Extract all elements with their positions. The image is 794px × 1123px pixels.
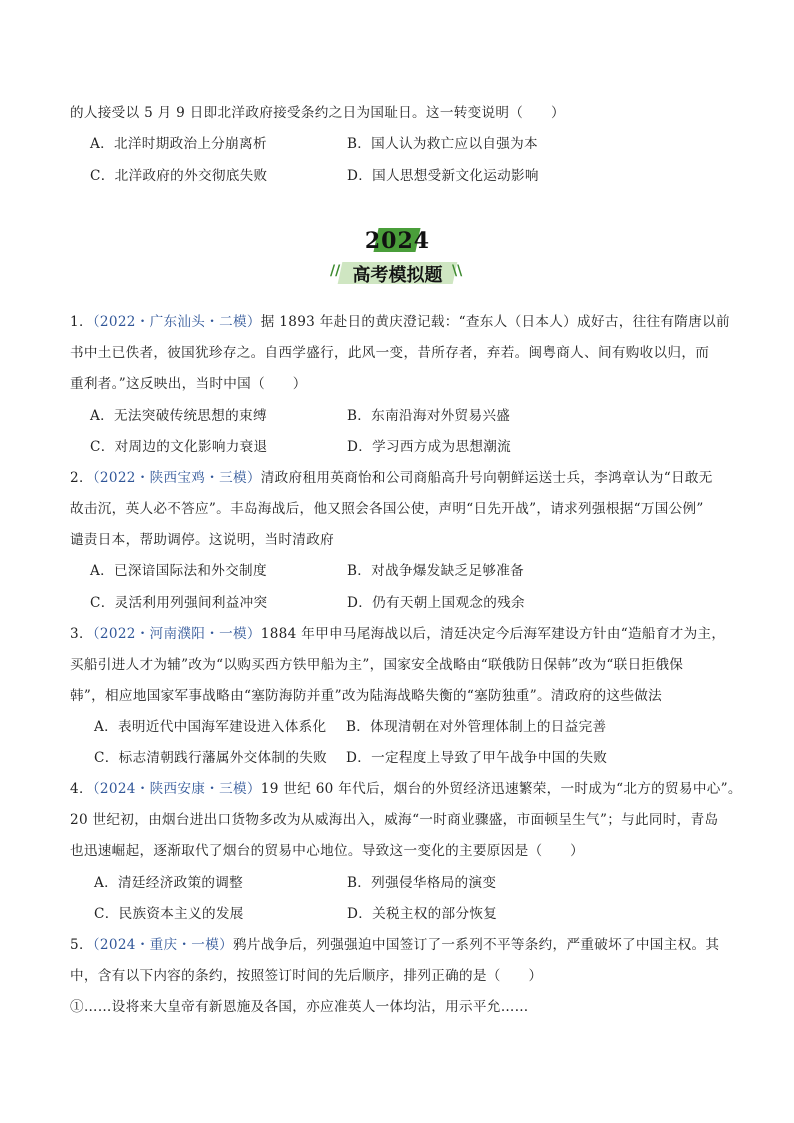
question-number: 5．	[70, 937, 93, 953]
question-2-line-1	[70, 466, 713, 486]
question-source: （2022・河南濮阳・一模）	[92, 626, 261, 642]
question-text: 据 1893 年赴日的黄庆澄记载：“查东人（日本人）成好古，往往有隋唐以前	[260, 314, 730, 330]
question-text: 鸦片战争后，列强强迫中国签订了一系列不平等条约，严重破坏了中国主权。其	[233, 937, 720, 953]
question-1-line-3: 重利者。”这反映出，当时中国（ ）	[70, 376, 307, 392]
question-source: （2022・陕西宝鸡・三模）	[92, 470, 261, 486]
question-number: 4．	[70, 781, 93, 797]
question-2-option-a: A．已深谙国际法和外交制度	[90, 563, 267, 579]
question-text: 19 世纪 60 年代后，烟台的外贸经济迅速繁荣，一时成为“北方的贸易中心”。	[260, 781, 742, 797]
question-text: 清政府租用英商怡和公司商船高升号向朝鲜运送士兵，李鸿章认为“日敢无	[260, 470, 713, 486]
question-3-option-a: A．表明近代中国海军建设进入体系化	[94, 719, 327, 735]
question-1-option-d: D．学习西方成为思想潮流	[347, 439, 512, 455]
banner-title: 高考模拟题	[352, 265, 443, 286]
question-5-line-2: 中，含有以下内容的条约，按照签订时间的先后顺序，排列正确的是（ ）	[70, 968, 543, 984]
question-3-option-c: C．标志清朝践行藩属外交体制的失败	[94, 750, 327, 766]
question-4-option-a: A．清廷经济政策的调整	[94, 875, 244, 891]
question-2-option-d: D．仍有天朝上国观念的残余	[347, 595, 525, 611]
intro-option-c: C．北洋政府的外交彻底失败	[90, 168, 268, 184]
question-5-line-1	[70, 933, 719, 953]
question-1-option-c: C．对周边的文化影响力衰退	[90, 439, 268, 455]
question-number: 1．	[70, 314, 93, 330]
intro-option-a: A．北洋时期政治上分崩离析	[90, 136, 267, 152]
question-3-option-b: B．体现清朝在对外管理体制上的日益完善	[346, 719, 607, 735]
question-3-line-2: 买船引进人才为辅”改为“以购买西方铁甲船为主”，国家安全战略由“联俄防日保韩”改为“联日拒俄保	[70, 657, 684, 673]
right-slash-decoration: \\	[452, 263, 463, 279]
question-3-line-3: 韩”，相应地国家军事战略由“塞防海防并重”改为陆海战略失衡的“塞防独重”。清政府的这些做法	[70, 688, 662, 704]
question-4-option-d: D．关税主权的部分恢复	[347, 906, 498, 922]
question-4-option-b: B．列强侵华格局的演变	[347, 875, 497, 891]
question-4-option-c: C．民族资本主义的发展	[94, 906, 244, 922]
intro-option-b: B．国人认为救亡应以自强为本	[347, 136, 538, 152]
question-1-line-1	[70, 310, 730, 330]
question-source: （2022・广东汕头・二模）	[92, 314, 261, 330]
section-banner	[330, 226, 465, 286]
question-source: （2024・陕西安康・三模）	[92, 781, 261, 797]
question-2-option-b: B．对战争爆发缺乏足够准备	[347, 563, 525, 579]
question-number: 3．	[70, 626, 93, 642]
intro-option-d: D．国人思想受新文化运动影响	[347, 168, 539, 184]
question-4-line-1	[70, 777, 742, 797]
question-1-option-a: A．无法突破传统思想的束缚	[90, 408, 267, 424]
banner-year: 2024	[364, 228, 431, 254]
question-4-line-3: 也迅速崛起，逐渐取代了烟台的贸易中心地位。导致这一变化的主要原因是（ ）	[70, 843, 585, 859]
question-2-option-c: C．灵活利用列强间利益冲突	[90, 595, 268, 611]
question-text: 1884 年甲申马尾海战以后，清廷决定今后海军建设方针由“造船育才为主，	[260, 626, 726, 642]
question-source: （2024・重庆・一模）	[92, 937, 233, 953]
question-5-line-3: ①……设将来大皇帝有新恩施及各国，亦应准英人一体均沾，用示平允……	[70, 999, 529, 1015]
question-4-line-2: 20 世纪初，由烟台进出口货物多改为从威海出入，威海“一时商业骤盛，市面顿呈生气”；与此同时，青岛	[70, 812, 719, 828]
question-3-line-1	[70, 622, 725, 642]
question-3-option-d: D．一定程度上导致了甲午战争中国的失败	[346, 750, 608, 766]
intro-text: 的人接受以 5 月 9 日即北洋政府接受条约之日为国耻日。这一转变说明（ ）	[70, 105, 565, 121]
question-1-line-2: 书中土已佚者，彼国犹珍存之。自西学盛行，此风一变，昔所存者，弃若。闽粤商人、间有购收以归，而	[70, 345, 710, 361]
question-2-line-2: 故击沉，英人必不答应”。丰岛海战后，他又照会各国公使，声明“日先开战”，请求列强根据“万国公例”	[70, 501, 704, 517]
left-slash-decoration: //	[330, 263, 341, 279]
question-1-option-b: B．东南沿海对外贸易兴盛	[347, 408, 511, 424]
question-2-line-3: 谴责日本，帮助调停。这说明，当时清政府	[70, 532, 334, 548]
question-number: 2．	[70, 470, 93, 486]
